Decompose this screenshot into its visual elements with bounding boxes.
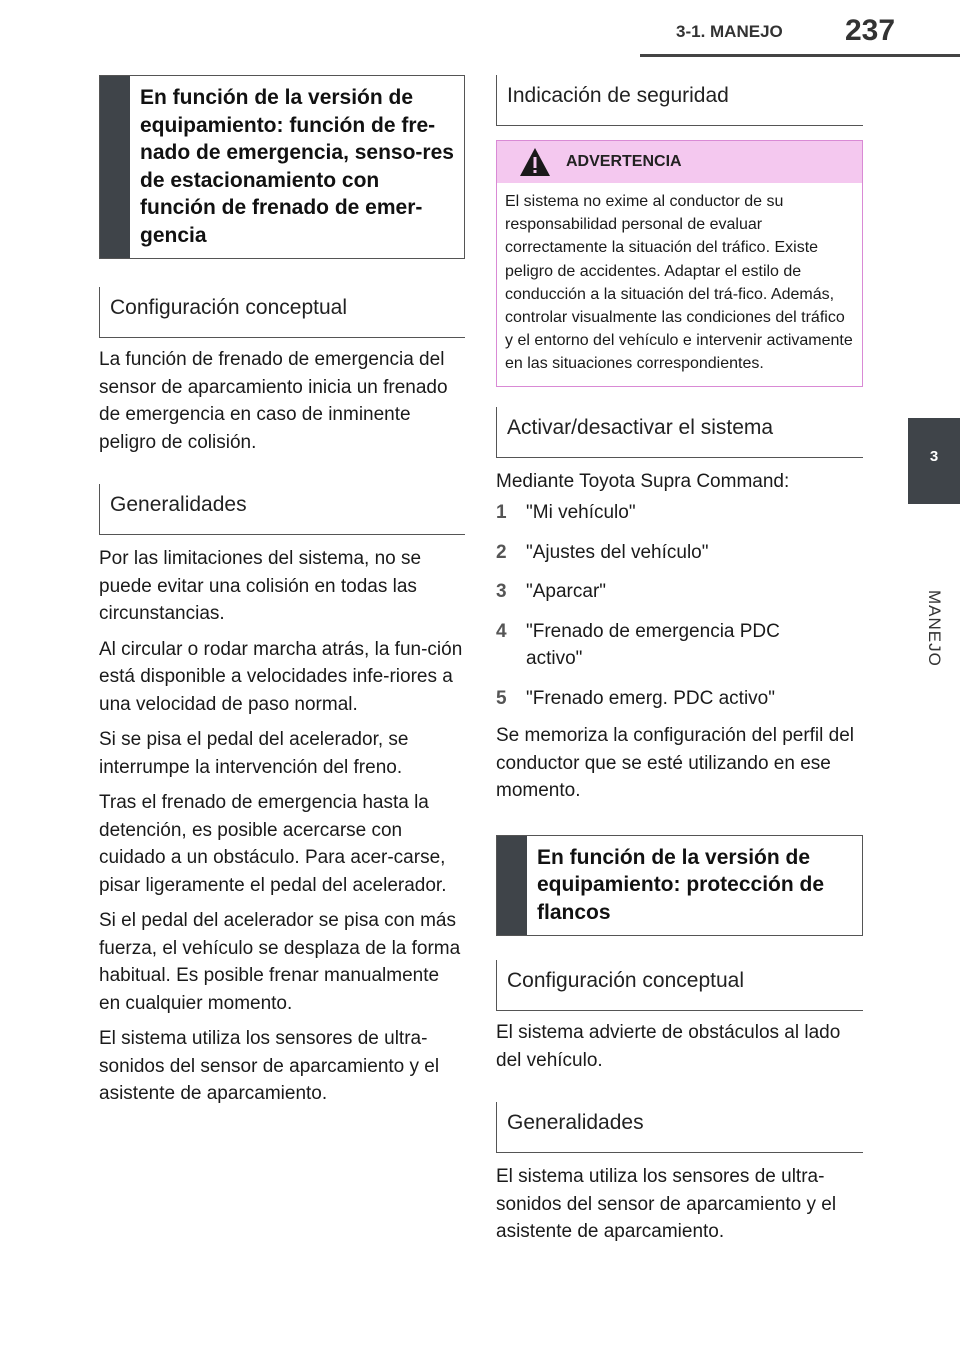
step-number: 5 — [496, 687, 507, 709]
general-paragraph: El sistema utiliza los sensores de ultra-sonidos del sensor de aparcamiento y el asistente de aparcamiento. — [99, 1028, 440, 1104]
step-number: 1 — [496, 502, 507, 524]
heading-concept: Configuración conceptual — [99, 287, 465, 338]
step-text: "Aparcar" — [526, 581, 607, 603]
warning-box — [496, 140, 863, 387]
general-paragraph: Por las limitaciones del sistema, no se puede evitar una colisión en todas las circunstancias. — [99, 548, 422, 624]
section-title: 3-1. MANEJO — [676, 22, 783, 41]
left-column — [99, 75, 465, 1108]
step-item — [496, 578, 863, 606]
warning-label: ADVERTENCIA — [566, 153, 682, 170]
heading-safety: Indicación de seguridad — [496, 75, 863, 126]
feature-box-flank-protection — [496, 835, 863, 937]
warning-triangle-icon — [519, 147, 551, 177]
toggle-note: Se memoriza la configuración del perfil del conductor que se esté utilizando en ese momento. — [496, 725, 855, 802]
general-paragraph: Al circular o rodar marcha atrás, la fun-ción está disponible a velocidades infe-riores a una velocidad de paso normal. — [99, 638, 463, 715]
feature-box-text: En función de la versión de equipamiento: función de fre-nado de emergencia, senso-res de estacionamiento con función de frenado de emer-gencia — [140, 86, 454, 247]
chapter-label: MANEJO — [925, 590, 944, 667]
steps-list — [496, 499, 863, 712]
step-item — [496, 499, 863, 527]
header-divider — [640, 54, 960, 57]
general-paragraph: Si se pisa el pedal del acelerador, se interrumpe la intervención del freno. — [99, 729, 409, 778]
heading-general: Generalidades — [496, 1102, 863, 1153]
heading-general: Generalidades — [99, 484, 465, 535]
step-item — [496, 618, 816, 673]
step-number: 2 — [496, 541, 507, 563]
step-item — [496, 539, 863, 567]
feature-box-emergency-brake — [99, 75, 465, 259]
heading-concept: Configuración conceptual — [496, 960, 863, 1011]
step-text: "Frenado de emergencia PDC activo" — [526, 620, 780, 670]
concept-text: El sistema advierte de obstáculos al lado del vehículo. — [496, 1022, 841, 1071]
step-number: 3 — [496, 581, 507, 603]
warning-text: El sistema no exime al conductor de su responsabilidad personal de evaluar correctamente la situación del tráfico. Existe peligro de accidentes. Adaptar el estilo de conducción a la situación del trá-fico. Además, controlar visualmente las condiciones del tráfico y el entorno del vehículo e intervenir activamente en las situaciones correspondientes. — [505, 193, 853, 373]
feature-box-text: En función de la versión de equipamiento: protección de flancos — [537, 845, 825, 924]
concept-text: La función de frenado de emergencia del sensor de aparcamiento inicia un frenado de emergencia en caso de inminente peligro de colisión. — [99, 349, 448, 453]
warning-header — [497, 141, 862, 183]
toggle-intro: Mediante Toyota Supra Command: — [496, 470, 790, 492]
heading-toggle: Activar/desactivar el sistema — [496, 407, 863, 458]
right-column — [496, 75, 863, 1246]
general-paragraph: Si el pedal del acelerador se pisa con más fuerza, el vehículo se desplaza de la forma habitual. Es posible frenar manualmente en cualquier momento. — [99, 910, 461, 1014]
step-text: "Frenado emerg. PDC activo" — [526, 687, 775, 709]
step-text: "Ajustes del vehículo" — [526, 541, 709, 563]
chapter-tab — [908, 418, 960, 504]
general-text: El sistema utiliza los sensores de ultra-sonidos del sensor de aparcamiento y el asistente de aparcamiento. — [496, 1166, 837, 1243]
chapter-number: 3 — [929, 448, 939, 465]
page-number: 237 — [845, 14, 896, 47]
step-number: 4 — [496, 620, 507, 642]
step-item — [496, 685, 863, 713]
step-text: "Mi vehículo" — [526, 502, 636, 524]
general-paragraph: Tras el frenado de emergencia hasta la detención, es posible acercarse con cuidado a un obstáculo. Para acer-carse, pisar ligeramente el pedal del acelerador. — [99, 792, 447, 896]
